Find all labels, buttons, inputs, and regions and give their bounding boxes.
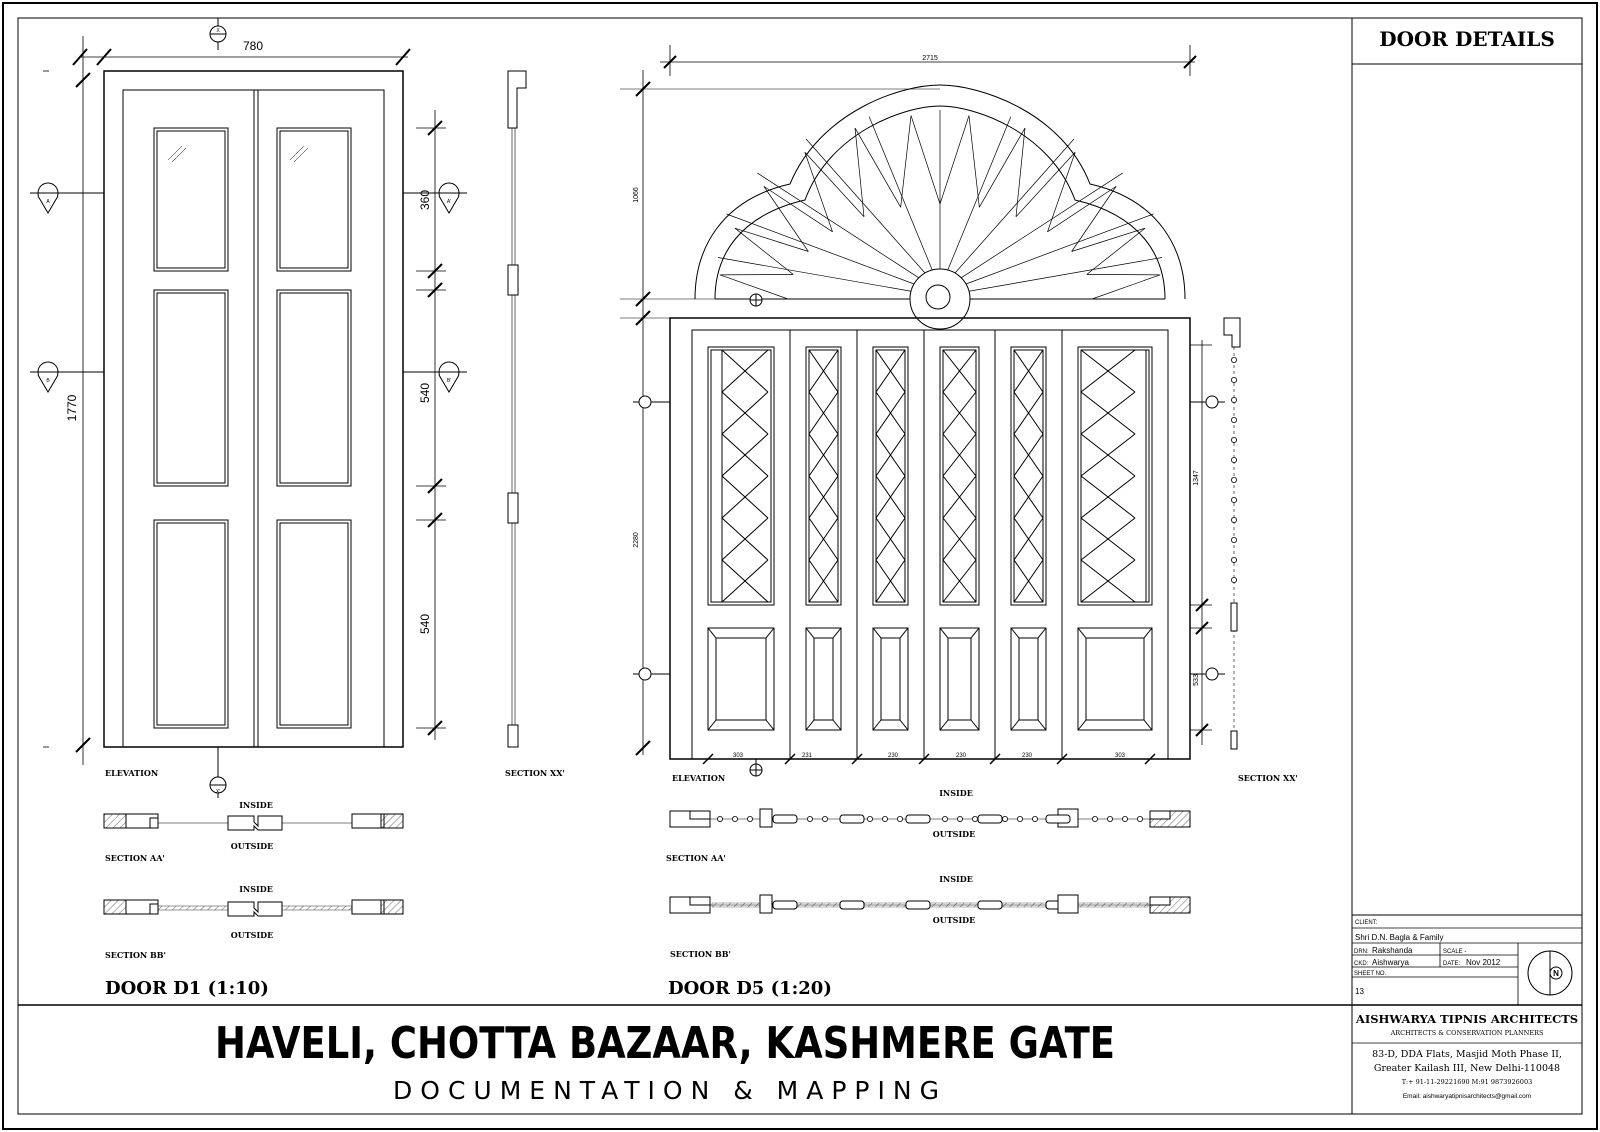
panel-bevel <box>940 628 948 638</box>
d1-dim-mid-panel: 540 <box>418 382 432 404</box>
d1-marker-a-right: A' <box>446 199 452 205</box>
fanlight-star-line <box>1016 152 1075 216</box>
section-bead <box>1137 816 1142 821</box>
fanlight-star-line <box>1072 228 1145 251</box>
d1-section-aa-label: SECTION AA' <box>105 853 165 863</box>
lattice-panel-inner <box>1081 350 1149 602</box>
fanlight-rib <box>955 139 1074 273</box>
fanlight-star-line <box>764 186 808 251</box>
panel-bevel <box>971 628 979 638</box>
d5-section-aa <box>670 809 1190 827</box>
fanlight-star-line <box>940 116 969 204</box>
email: Email: aishwaryatipnisarchitects@gmail.com <box>1402 1093 1532 1100</box>
section-bead <box>1231 517 1236 522</box>
d5-aa-inside-label: INSIDE <box>939 788 973 798</box>
leaf-width-label: 230 <box>1021 753 1033 759</box>
d1-dim-bottom-panel: 540 <box>418 613 432 635</box>
d1-marker-b-left-icon <box>30 362 104 392</box>
d5-section-xx <box>1224 318 1240 749</box>
section-joint <box>773 901 797 909</box>
drn-value: Rakshanda <box>1372 946 1413 955</box>
d1-marker-b-right: B' <box>446 378 452 384</box>
section-bead <box>882 816 887 821</box>
raised-panel-inner <box>814 638 833 720</box>
section-bead <box>1231 377 1236 382</box>
raised-panel <box>708 628 774 730</box>
d1-section-bb-label: SECTION BB' <box>105 950 166 960</box>
d5-section-bb-label: SECTION BB' <box>670 949 731 959</box>
panel-bevel <box>766 628 774 638</box>
d1-section-xx-label: SECTION XX' <box>505 768 565 778</box>
fanlight-star-line <box>735 228 793 274</box>
d5-section-aa-label: SECTION AA' <box>666 853 726 863</box>
address-line2: Greater Kailash III, New Delhi-110048 <box>1373 1063 1561 1074</box>
section-bead <box>732 816 737 821</box>
title-block <box>1352 920 1582 1100</box>
raised-panel-inner <box>716 638 766 720</box>
panel-bevel <box>708 720 716 730</box>
panel-bevel <box>833 720 841 730</box>
fanlight-rib <box>966 214 1153 284</box>
d1-marker-b-left: B <box>46 378 50 384</box>
panel-bevel <box>1038 720 1046 730</box>
lattice-panel <box>940 347 979 605</box>
raised-panel-inner <box>948 638 971 720</box>
date-value: Nov 2012 <box>1466 958 1501 967</box>
d1-marker-top-icon <box>210 18 226 50</box>
lattice-panel <box>873 347 908 605</box>
panel-bevel <box>873 720 881 730</box>
section-joint <box>906 815 930 823</box>
section-bead <box>867 816 872 821</box>
raised-panel-inner <box>1019 638 1038 720</box>
raised-panel <box>873 628 908 730</box>
leaf-width-label: 230 <box>955 753 967 759</box>
leaf-width-label: 303 <box>1114 753 1126 759</box>
fanlight-star-line <box>1047 186 1116 231</box>
d5-dim-door-height: 2280 <box>633 532 640 548</box>
raised-panel <box>940 628 979 730</box>
d1-bb-inside-label: INSIDE <box>239 884 273 894</box>
sheet-title: DOOR DETAILS <box>1379 27 1555 51</box>
d5-marker-bottom-icon <box>750 759 762 776</box>
fanlight-star-line <box>735 228 808 251</box>
section-bead <box>822 816 827 821</box>
north-arrow-icon <box>1528 951 1572 995</box>
section-bead <box>1032 816 1037 821</box>
d5-section-bb <box>670 895 1190 913</box>
d1-elevation-label: ELEVATION <box>105 768 159 778</box>
section-bead <box>1231 557 1236 562</box>
section-bead <box>1231 357 1236 362</box>
d5-leaves <box>692 330 1168 759</box>
d5-dim-arch-height: 1066 <box>633 187 640 203</box>
fanlight-rib <box>727 214 914 284</box>
panel-bevel <box>806 628 814 638</box>
panel-bevel <box>1078 628 1086 638</box>
panel-bevel <box>1144 628 1152 638</box>
panel-bevel <box>900 628 908 638</box>
section-post <box>1058 895 1078 913</box>
section-bead <box>1017 816 1022 821</box>
d1-marker-a-left: A <box>46 199 50 205</box>
firm-tagline: ARCHITECTS & CONSERVATION PLANNERS <box>1390 1029 1544 1037</box>
d1-elevation <box>104 71 403 747</box>
fanlight-rib <box>948 117 1011 270</box>
section-joint <box>978 901 1002 909</box>
lattice-panel-inner <box>943 350 976 602</box>
d1-aa-inside-label: INSIDE <box>239 800 273 810</box>
section-post <box>760 809 772 827</box>
d5-elevation <box>670 318 1190 759</box>
d5-marker-a-left-icon <box>633 396 670 408</box>
section-bead <box>717 816 722 821</box>
section-bead <box>1122 816 1127 821</box>
client-value: Shri D.N. Bagla & Family <box>1355 933 1444 942</box>
panel-bevel <box>900 720 908 730</box>
panel-bevel <box>873 628 881 638</box>
d1-dim-top-panel: 360 <box>418 189 432 211</box>
d5-dimensions <box>620 45 1212 759</box>
panel-bevel <box>940 720 948 730</box>
fanlight-star-line <box>1092 275 1160 299</box>
d1-marker-a-left-icon <box>30 183 104 213</box>
d1-section-aa <box>104 814 403 830</box>
d5-marker-top-icon <box>750 294 762 306</box>
panel-bevel <box>971 720 979 730</box>
d5-bb-inside-label: INSIDE <box>939 874 973 884</box>
d1-aa-outside-label: OUTSIDE <box>230 841 274 851</box>
section-bead <box>957 816 962 821</box>
section-joint <box>840 901 864 909</box>
section-bead <box>1092 816 1097 821</box>
fanlight-rib <box>806 139 925 273</box>
fanlight-rib <box>869 117 932 270</box>
panel-bevel <box>833 628 841 638</box>
section-post <box>760 895 772 913</box>
section-bead <box>807 816 812 821</box>
fanlight-star-line <box>1087 228 1145 274</box>
lattice-panel-inner <box>711 350 771 602</box>
d1-bb-outside-label: OUTSIDE <box>230 930 274 940</box>
section-joint <box>906 901 930 909</box>
section-joint <box>840 815 864 823</box>
leaf-width-label: 231 <box>801 753 813 759</box>
section-bead <box>1231 477 1236 482</box>
d1-dim-height: 1770 <box>65 394 79 422</box>
panel-bevel <box>1078 720 1086 730</box>
d1-marker-bottom: X' <box>215 789 221 795</box>
d5-bb-outside-label: OUTSIDE <box>932 915 976 925</box>
section-joint <box>978 815 1002 823</box>
section-bead <box>972 816 977 821</box>
phone: T:+ 91-11-29221690 M:91 9873926003 <box>1401 1078 1533 1086</box>
d5-dim-panel-height: 533 <box>1193 674 1200 686</box>
section-bead <box>1231 577 1236 582</box>
panel-bevel <box>766 720 774 730</box>
d5-elevation-label: ELEVATION <box>672 773 726 783</box>
raised-panel-inner <box>1086 638 1144 720</box>
d5-section-aa-detail <box>710 809 1150 827</box>
client-label: CLIENT: <box>1355 920 1378 926</box>
d5-fanlight <box>695 85 1185 329</box>
d1-section-bb <box>104 900 403 916</box>
section-bead <box>1231 497 1236 502</box>
sheet-no-value: 13 <box>1355 987 1364 996</box>
fanlight-star-line <box>911 116 940 204</box>
raised-panel <box>1011 628 1046 730</box>
panel-bevel <box>708 628 716 638</box>
date-label: DATE: <box>1443 961 1461 967</box>
section-bead <box>897 816 902 821</box>
fanlight-star-line <box>805 152 864 216</box>
lattice-panel-inner <box>1014 350 1043 602</box>
d1-section-xx <box>508 71 526 747</box>
d5-section-xx-label: SECTION XX' <box>1238 773 1298 783</box>
project-title: HAVELI, CHOTTA BAZAAR, KASHMERE GATE <box>215 1018 1115 1069</box>
leaf-width-label: 303 <box>732 753 744 759</box>
panel-bevel <box>1144 720 1152 730</box>
d5-marker-b-left-icon <box>633 668 670 680</box>
door-d1 <box>30 18 565 999</box>
panel-bevel <box>1011 720 1019 730</box>
door-d5 <box>620 45 1298 999</box>
section-bead <box>1231 397 1236 402</box>
section-joint <box>773 815 797 823</box>
d5-caption: DOOR D5 (1:20) <box>668 978 832 999</box>
section-bead <box>942 816 947 821</box>
fanlight-star-line <box>1072 186 1116 251</box>
fanlight-star-line <box>901 116 911 208</box>
section-bead <box>1231 437 1236 442</box>
section-bead <box>1107 816 1112 821</box>
d1-dim-width: 780 <box>243 39 264 53</box>
lattice-panel <box>1011 347 1046 605</box>
panel-bevel <box>806 720 814 730</box>
lattice-panel <box>806 347 841 605</box>
scale-label: SCALE - <box>1443 949 1467 955</box>
panel-bevel <box>1011 628 1019 638</box>
lattice-panel-inner <box>876 350 905 602</box>
section-bead <box>1231 417 1236 422</box>
section-bead <box>1231 457 1236 462</box>
address-line1: 83-D, DDA Flats, Masjid Moth Phase II, <box>1372 1049 1562 1060</box>
drn-label: DRN: <box>1354 949 1369 955</box>
raised-panel <box>1078 628 1152 730</box>
firm-name: AISHWARYA TIPNIS ARCHITECTS <box>1355 1012 1579 1026</box>
raised-panel <box>806 628 841 730</box>
d5-marker-a-right-icon <box>1190 396 1225 408</box>
d5-aa-outside-label: OUTSIDE <box>932 829 976 839</box>
section-bead <box>1002 816 1007 821</box>
ckd-value: Aishwarya <box>1372 958 1409 967</box>
sheet-no-label: SHEET NO. <box>1354 971 1387 977</box>
section-bead <box>1231 537 1236 542</box>
fanlight-star-line <box>764 186 833 231</box>
north-label: N <box>1553 969 1559 978</box>
raised-panel-inner <box>881 638 900 720</box>
d5-section-bb-detail <box>710 895 1150 913</box>
lattice-panel <box>708 347 774 605</box>
fanlight-star-line <box>969 116 979 208</box>
lattice-panel-inner <box>809 350 838 602</box>
ckd-label: CKD: <box>1354 961 1369 967</box>
project-subtitle: DOCUMENTATION & MAPPING <box>393 1076 947 1105</box>
section-bead <box>747 816 752 821</box>
leaf-width-label: 230 <box>887 753 899 759</box>
d5-dim-total-width: 2715 <box>922 55 938 62</box>
section-joint <box>1046 815 1070 823</box>
d1-marker-top: X <box>216 28 220 34</box>
d1-caption: DOOR D1 (1:10) <box>105 978 269 999</box>
d5-dim-glazed-height: 1347 <box>1193 470 1200 486</box>
panel-bevel <box>1038 628 1046 638</box>
